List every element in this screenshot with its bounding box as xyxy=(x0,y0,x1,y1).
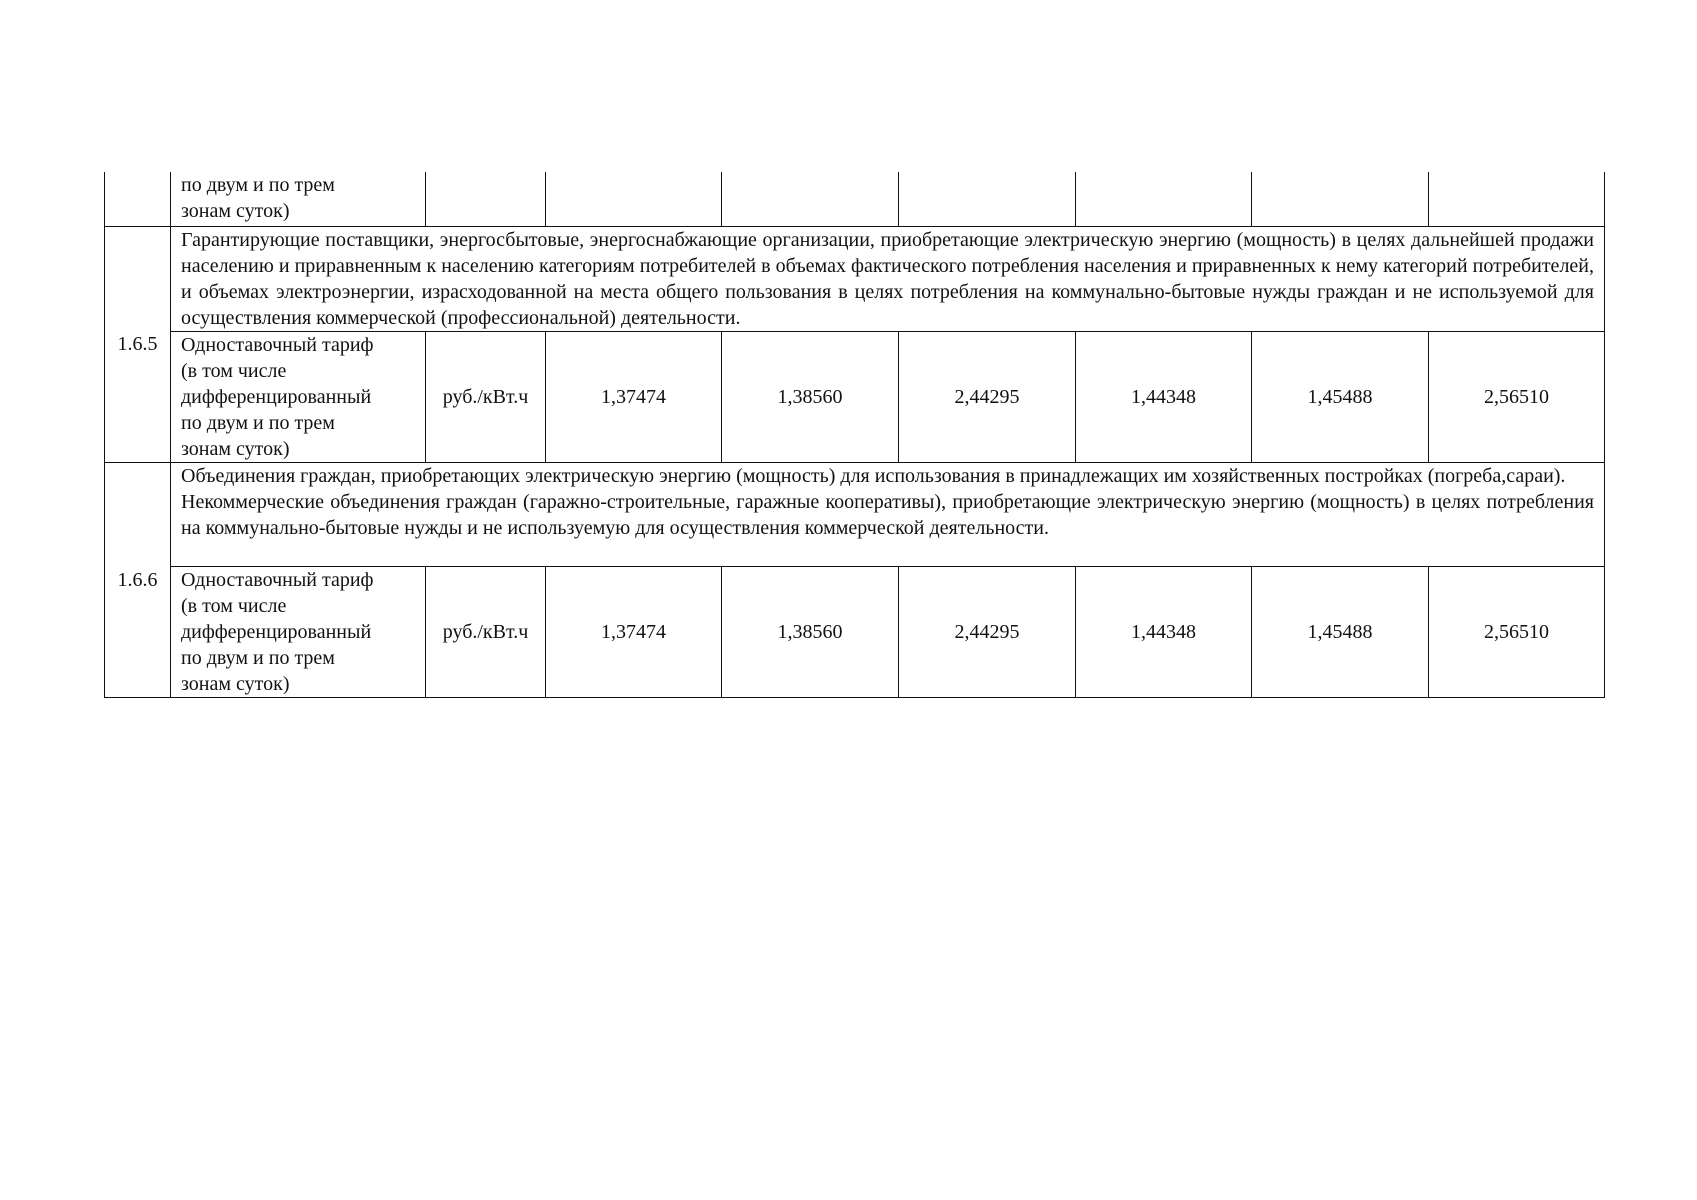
tariff-value-cell: 2,56510 xyxy=(1429,566,1605,697)
tariff-row xyxy=(105,331,1605,462)
tariff-row xyxy=(105,566,1605,697)
tariff-name-line: дифференцированный xyxy=(181,385,372,408)
tariff-value-cell: 1,37474 xyxy=(546,331,722,462)
continuation-number-cell xyxy=(105,172,171,226)
continuation-name-line: по двум и по трем xyxy=(181,174,335,196)
continuation-unit-cell xyxy=(426,172,546,226)
continuation-value-cell xyxy=(899,172,1076,226)
section-description-row xyxy=(105,462,1605,566)
unit-cell: руб./кВт.ч xyxy=(426,566,546,697)
tariff-name-line: дифференцированный xyxy=(181,620,372,643)
tariff-name-line: Одноставочный тариф xyxy=(181,333,374,356)
tariff-name-line: по двум и по трем xyxy=(181,411,335,434)
continuation-value-cell xyxy=(1429,172,1605,226)
tariff-name-line: (в том числе xyxy=(181,594,287,617)
continuation-row xyxy=(105,172,1605,226)
section-description-cell xyxy=(171,226,1605,331)
tariff-value-cell: 2,56510 xyxy=(1429,331,1605,462)
tariff-value-cell: 1,44348 xyxy=(1076,566,1252,697)
tariff-value-cell: 1,38560 xyxy=(722,566,899,697)
section-description-text: Гарантирующие поставщики, энергосбытовые, энергоснабжающие организации, приобретающие электрическую энергию (мощность) в целях дальнейшей продажи населению и приравненным к населению категориям потребителей в объемах фактического потребления населения и приравненных к нему категорий потребителей, и объемах электроэнергии, израсходованной на места общего пользования в целях потребления на коммунально-бытовые нужды граждан и не используемой для осуществления коммерческой (профессиональной) деятельности. xyxy=(181,228,1594,329)
tariff-name-line: Одноставочный тариф xyxy=(181,568,374,591)
section-description-text: Объединения граждан, приобретающих электрическую энергию (мощность) для использования в принадлежащих им хозяйственных постройках (погреба,сараи). xyxy=(181,464,1566,487)
tariff-name-line: (в том числе xyxy=(181,359,287,382)
tariff-value-cell: 1,38560 xyxy=(722,331,899,462)
tariff-value-cell: 2,44295 xyxy=(899,566,1076,697)
tariff-table xyxy=(104,172,1605,698)
continuation-value-cell xyxy=(1252,172,1429,226)
section-description-text: Некоммерческие объединения граждан (гаражно-строительные, гаражные кооперативы), приобретающие электрическую энергию (мощность) в целях потребления на коммунально-бытовые нужды и не используемую для осуществления коммерческой деятельности. xyxy=(181,490,1594,539)
tariff-value-cell: 1,44348 xyxy=(1076,331,1252,462)
tariff-name-line: по двум и по трем xyxy=(181,646,335,669)
section-description-row xyxy=(105,226,1605,331)
tariff-value-cell: 1,45488 xyxy=(1252,566,1429,697)
continuation-value-cell xyxy=(722,172,899,226)
tariff-value-cell: 1,45488 xyxy=(1252,331,1429,462)
section-number-cell: 1.6.6 xyxy=(105,462,171,697)
unit-cell: руб./кВт.ч xyxy=(426,331,546,462)
tariff-name-cell xyxy=(171,331,426,462)
tariff-name-line: зонам суток) xyxy=(181,437,290,460)
section-description-cell xyxy=(171,462,1605,566)
continuation-value-cell xyxy=(1076,172,1252,226)
continuation-value-cell xyxy=(546,172,722,226)
tariff-value-cell: 2,44295 xyxy=(899,331,1076,462)
section-number-cell: 1.6.5 xyxy=(105,226,171,462)
tariff-value-cell: 1,37474 xyxy=(546,566,722,697)
tariff-name-cell xyxy=(171,566,426,697)
continuation-name-cell xyxy=(171,172,426,226)
continuation-name-line: зонам суток) xyxy=(181,200,290,222)
tariff-name-line: зонам суток) xyxy=(181,672,290,695)
